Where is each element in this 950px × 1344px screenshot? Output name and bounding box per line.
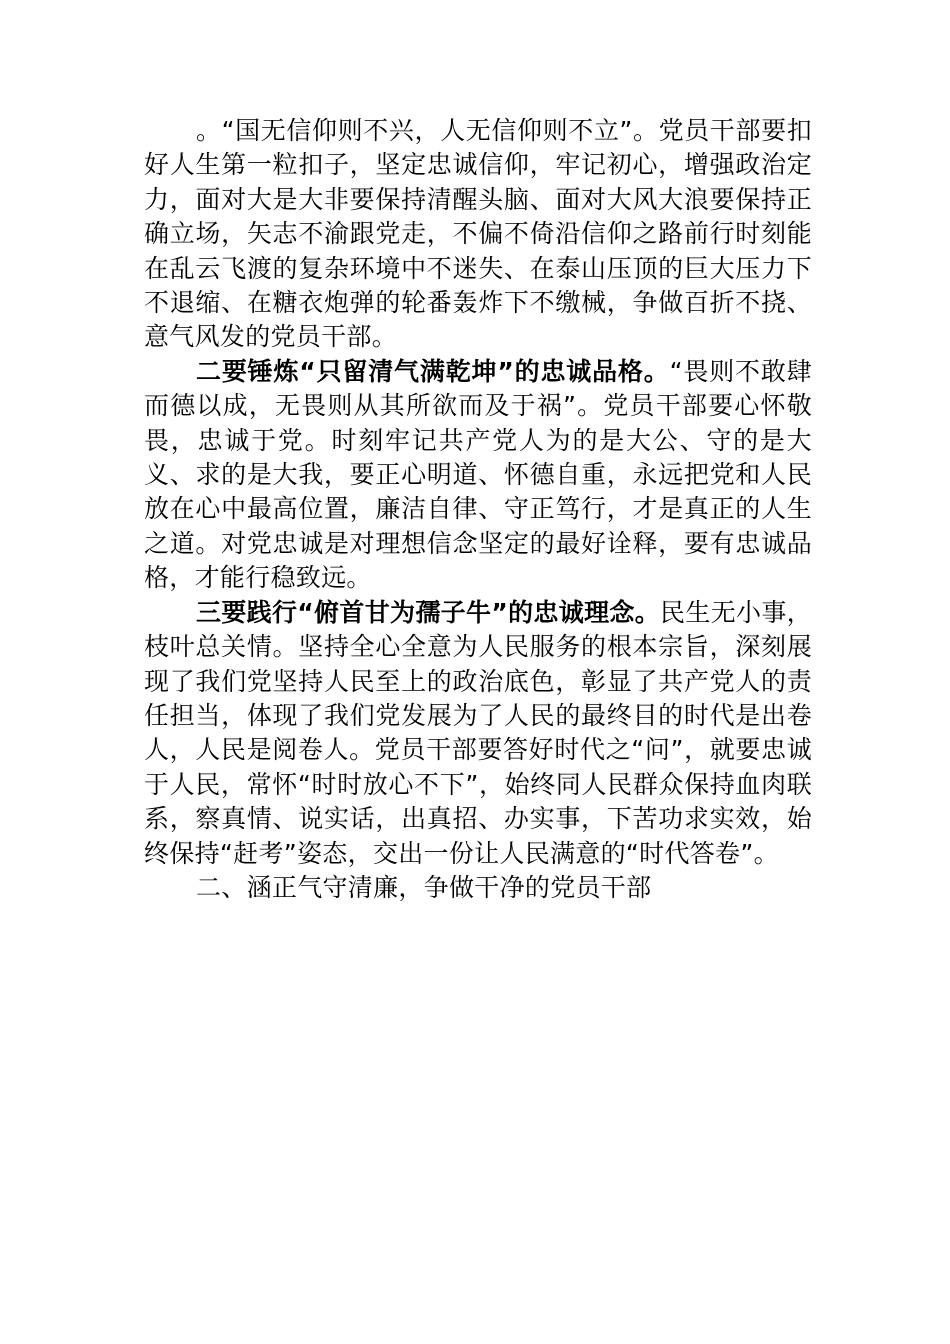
paragraph-faith [144, 114, 812, 355]
paragraph-text: “畏则不敢肆而德以成，无畏则从其所欲而及于祸”。党员干部要心怀敬畏，忠诚于党。时刻牢记共产党人为的是大公、守的是大义、求的是大我，要正心明道、怀德自重，永远把党和人民放在心中最高位置，廉洁自律、守正笃行，才是真正的人生之道。对党忠诚是对理想信念坚定的最好诠释，要有忠诚品格，才能行稳致远。 [144, 356, 812, 593]
paragraph-heading: 二要锤炼“只留清气满乾坤”的忠诚品格。 [196, 356, 670, 386]
paragraph-text: 。“国无信仰则不兴，人无信仰则不立”。党员干部要扣好人生第一粒扣子，坚定忠诚信仰，牢记初心，增强政治定力，面对大是大非要保持清醒头脑、面对大风大浪要保持正确立场，矢志不渝跟党走，不偏不倚沿信仰之路前行时刻能在乱云飞渡的复杂环境中不迷失、在泰山压顶的巨大压力下不退缩、在糖衣炮弹的轮番轰炸下不缴械，争做百折不挠、意气风发的党员干部。 [144, 116, 812, 352]
document-body [144, 114, 812, 905]
section-heading-text: 二、涵正气守清廉，争做干净的党员干部 [196, 872, 652, 902]
paragraph-heading: 三要践行“俯首甘为孺子牛”的忠诚理念。 [196, 597, 661, 627]
paragraph-text: 民生无小事，枝叶总关情。坚持全心全意为人民服务的根本宗旨，深刻展现了我们党坚持人民至上的政治底色，彰显了共产党人的责任担当，体现了我们党发展为了人民的最终目的时代是出卷人，人民是阅卷人。党员干部要答好时代之“问”，就要忠诚于人民，常怀“时时放心不下”，始终同人民群众保持血肉联系，察真情、说实话，出真招、办实事，下苦功求实效，始终保持“赶考”姿态，交出一份让人民满意的“时代答卷”。 [144, 597, 812, 868]
paragraph-loyal-concept [144, 596, 812, 871]
paragraph-loyal-character [144, 355, 812, 596]
section-heading [144, 871, 812, 905]
